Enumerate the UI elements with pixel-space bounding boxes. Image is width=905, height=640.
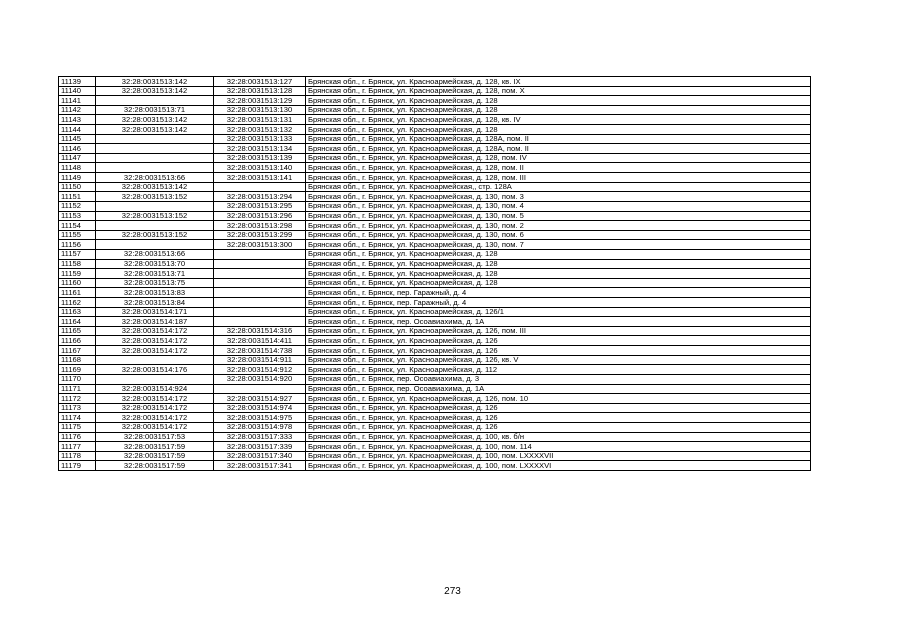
table-row	[59, 336, 811, 346]
parcel-cadastral-number-cell	[96, 221, 214, 231]
parcel-cadastral-number-cell: 32:28:0031517:59	[96, 451, 214, 461]
parcel-cadastral-number-cell: 32:28:0031514:172	[96, 326, 214, 336]
table-row	[59, 163, 811, 173]
parcel-cadastral-number-cell: 32:28:0031513:66	[96, 249, 214, 259]
parcel-cadastral-number-cell	[96, 201, 214, 211]
row-number-cell: 11152	[59, 201, 96, 211]
table-row	[59, 317, 811, 327]
row-number-cell: 11160	[59, 278, 96, 288]
row-number-cell: 11171	[59, 384, 96, 394]
row-number-cell: 11145	[59, 134, 96, 144]
row-number-cell: 11163	[59, 307, 96, 317]
parcel-cadastral-number-cell: 32:28:0031513:70	[96, 259, 214, 269]
object-cadastral-number-cell: 32:28:0031513:300	[214, 240, 306, 250]
object-cadastral-number-cell	[214, 249, 306, 259]
parcel-cadastral-number-cell	[96, 163, 214, 173]
object-cadastral-number-cell: 32:28:0031513:132	[214, 125, 306, 135]
row-number-cell: 11148	[59, 163, 96, 173]
table-row	[59, 221, 811, 231]
row-number-cell: 11143	[59, 115, 96, 125]
object-cadastral-number-cell: 32:28:0031514:927	[214, 394, 306, 404]
object-cadastral-number-cell: 32:28:0031513:139	[214, 153, 306, 163]
object-cadastral-number-cell: 32:28:0031517:341	[214, 461, 306, 471]
address-cell: Брянская обл., г. Брянск, пер. Гаражный, д. 4	[306, 288, 811, 298]
parcel-cadastral-number-cell: 32:28:0031514:172	[96, 346, 214, 356]
table-row	[59, 77, 811, 87]
object-cadastral-number-cell: 32:28:0031517:340	[214, 451, 306, 461]
parcel-cadastral-number-cell: 32:28:0031517:59	[96, 442, 214, 452]
parcel-cadastral-number-cell	[96, 153, 214, 163]
row-number-cell: 11161	[59, 288, 96, 298]
table-row	[59, 115, 811, 125]
row-number-cell: 11170	[59, 374, 96, 384]
address-cell: Брянская обл., г. Брянск, пер. Осоавиахима, д. 1А	[306, 384, 811, 394]
object-cadastral-number-cell: 32:28:0031514:975	[214, 413, 306, 423]
table-row	[59, 442, 811, 452]
address-cell: Брянская обл., г. Брянск, ул. Красноармейская, д. 100, пом. LXXXXVI	[306, 461, 811, 471]
object-cadastral-number-cell: 32:28:0031513:128	[214, 86, 306, 96]
table-row	[59, 278, 811, 288]
address-cell: Брянская обл., г. Брянск, пер. Гаражный, д. 4	[306, 298, 811, 308]
address-cell: Брянская обл., г. Брянск, ул. Красноармейская,, стр. 128А	[306, 182, 811, 192]
table-row	[59, 86, 811, 96]
row-number-cell: 11165	[59, 326, 96, 336]
parcel-cadastral-number-cell: 32:28:0031514:176	[96, 365, 214, 375]
address-cell: Брянская обл., г. Брянск, ул. Красноармейская, д. 100, пом. 114	[306, 442, 811, 452]
address-cell: Брянская обл., г. Брянск, ул. Красноармейская, д. 128, кв. IV	[306, 115, 811, 125]
table-row	[59, 249, 811, 259]
address-cell: Брянская обл., г. Брянск, ул. Красноармейская, д. 128, кв. IX	[306, 77, 811, 87]
parcel-cadastral-number-cell: 32:28:0031513:152	[96, 230, 214, 240]
address-cell: Брянская обл., г. Брянск, ул. Красноармейская, д. 128А, пом. II	[306, 134, 811, 144]
object-cadastral-number-cell: 32:28:0031513:131	[214, 115, 306, 125]
address-cell: Брянская обл., г. Брянск, ул. Красноармейская, д. 128	[306, 96, 811, 106]
row-number-cell: 11140	[59, 86, 96, 96]
table-row	[59, 134, 811, 144]
table-row	[59, 298, 811, 308]
address-cell: Брянская обл., г. Брянск, пер. Осоавиахима, д. 3	[306, 374, 811, 384]
table-row	[59, 394, 811, 404]
table-row	[59, 96, 811, 106]
table-row	[59, 269, 811, 279]
row-number-cell: 11168	[59, 355, 96, 365]
parcel-cadastral-number-cell: 32:28:0031514:172	[96, 394, 214, 404]
parcel-cadastral-number-cell: 32:28:0031513:142	[96, 115, 214, 125]
address-cell: Брянская обл., г. Брянск, ул. Красноармейская, д. 128, пом. III	[306, 173, 811, 183]
address-cell: Брянская обл., г. Брянск, ул. Красноармейская, д. 130, пом. 4	[306, 201, 811, 211]
address-cell: Брянская обл., г. Брянск, ул. Красноармейская, д. 126	[306, 336, 811, 346]
table-row	[59, 307, 811, 317]
address-cell: Брянская обл., г. Брянск, ул. Красноармейская, д. 126, пом. 10	[306, 394, 811, 404]
object-cadastral-number-cell	[214, 307, 306, 317]
object-cadastral-number-cell	[214, 269, 306, 279]
table-row	[59, 240, 811, 250]
address-cell: Брянская обл., г. Брянск, ул. Красноармейская, д. 128	[306, 259, 811, 269]
address-cell: Брянская обл., г. Брянск, пер. Осоавиахима, д. 1А	[306, 317, 811, 327]
address-cell: Брянская обл., г. Брянск, ул. Красноармейская, д. 128	[306, 249, 811, 259]
parcel-cadastral-number-cell: 32:28:0031513:152	[96, 192, 214, 202]
table-row	[59, 105, 811, 115]
row-number-cell: 11139	[59, 77, 96, 87]
row-number-cell: 11141	[59, 96, 96, 106]
object-cadastral-number-cell	[214, 182, 306, 192]
table-row	[59, 422, 811, 432]
row-number-cell: 11177	[59, 442, 96, 452]
parcel-cadastral-number-cell	[96, 134, 214, 144]
parcel-cadastral-number-cell: 32:28:0031514:187	[96, 317, 214, 327]
parcel-cadastral-number-cell: 32:28:0031514:924	[96, 384, 214, 394]
address-cell: Брянская обл., г. Брянск, ул. Красноармейская, д. 130, пом. 5	[306, 211, 811, 221]
object-cadastral-number-cell	[214, 288, 306, 298]
address-cell: Брянская обл., г. Брянск, ул. Красноармейская, д. 100, кв. б/н	[306, 432, 811, 442]
parcel-cadastral-number-cell: 32:28:0031513:83	[96, 288, 214, 298]
address-cell: Брянская обл., г. Брянск, ул. Красноармейская, д. 126	[306, 413, 811, 423]
parcel-cadastral-number-cell	[96, 374, 214, 384]
object-cadastral-number-cell: 32:28:0031514:912	[214, 365, 306, 375]
row-number-cell: 11156	[59, 240, 96, 250]
parcel-cadastral-number-cell	[96, 144, 214, 154]
object-cadastral-number-cell	[214, 384, 306, 394]
address-cell: Брянская обл., г. Брянск, ул. Красноармейская, д. 112	[306, 365, 811, 375]
object-cadastral-number-cell: 32:28:0031514:738	[214, 346, 306, 356]
address-cell: Брянская обл., г. Брянск, ул. Красноармейская, д. 128	[306, 105, 811, 115]
row-number-cell: 11167	[59, 346, 96, 356]
table-row	[59, 288, 811, 298]
registry-table-body	[59, 77, 811, 471]
table-row	[59, 374, 811, 384]
address-cell: Брянская обл., г. Брянск, ул. Красноармейская, д. 128	[306, 125, 811, 135]
table-row	[59, 432, 811, 442]
address-cell: Брянская обл., г. Брянск, ул. Красноармейская, д. 126, пом. III	[306, 326, 811, 336]
address-cell: Брянская обл., г. Брянск, ул. Красноармейская, д. 126	[306, 346, 811, 356]
address-cell: Брянская обл., г. Брянск, ул. Красноармейская, д. 100, пом. LXXXXVII	[306, 451, 811, 461]
object-cadastral-number-cell	[214, 298, 306, 308]
row-number-cell: 11158	[59, 259, 96, 269]
parcel-cadastral-number-cell	[96, 240, 214, 250]
table-row	[59, 211, 811, 221]
table-row	[59, 230, 811, 240]
row-number-cell: 11166	[59, 336, 96, 346]
row-number-cell: 11178	[59, 451, 96, 461]
table-row	[59, 144, 811, 154]
parcel-cadastral-number-cell: 32:28:0031513:66	[96, 173, 214, 183]
row-number-cell: 11162	[59, 298, 96, 308]
row-number-cell: 11153	[59, 211, 96, 221]
table-row	[59, 153, 811, 163]
table-row	[59, 173, 811, 183]
address-cell: Брянская обл., г. Брянск, ул. Красноармейская, д. 130, пом. 7	[306, 240, 811, 250]
table-row	[59, 259, 811, 269]
row-number-cell: 11150	[59, 182, 96, 192]
address-cell: Брянская обл., г. Брянск, ул. Красноармейская, д. 126/1	[306, 307, 811, 317]
row-number-cell: 11172	[59, 394, 96, 404]
row-number-cell: 11155	[59, 230, 96, 240]
parcel-cadastral-number-cell	[96, 355, 214, 365]
row-number-cell: 11151	[59, 192, 96, 202]
table-row	[59, 192, 811, 202]
table-row	[59, 365, 811, 375]
table-row	[59, 384, 811, 394]
table-row	[59, 451, 811, 461]
address-cell: Брянская обл., г. Брянск, ул. Красноармейская, д. 128, пом. II	[306, 163, 811, 173]
object-cadastral-number-cell: 32:28:0031514:411	[214, 336, 306, 346]
row-number-cell: 11176	[59, 432, 96, 442]
object-cadastral-number-cell: 32:28:0031514:974	[214, 403, 306, 413]
parcel-cadastral-number-cell: 32:28:0031513:71	[96, 105, 214, 115]
row-number-cell: 11149	[59, 173, 96, 183]
table-row	[59, 201, 811, 211]
table-row	[59, 403, 811, 413]
row-number-cell: 11142	[59, 105, 96, 115]
address-cell: Брянская обл., г. Брянск, ул. Красноармейская, д. 126	[306, 422, 811, 432]
object-cadastral-number-cell: 32:28:0031513:129	[214, 96, 306, 106]
address-cell: Брянская обл., г. Брянск, ул. Красноармейская, д. 128, пом. IV	[306, 153, 811, 163]
parcel-cadastral-number-cell: 32:28:0031514:172	[96, 413, 214, 423]
address-cell: Брянская обл., г. Брянск, ул. Красноармейская, д. 128	[306, 278, 811, 288]
row-number-cell: 11154	[59, 221, 96, 231]
parcel-cadastral-number-cell	[96, 96, 214, 106]
row-number-cell: 11144	[59, 125, 96, 135]
object-cadastral-number-cell: 32:28:0031513:295	[214, 201, 306, 211]
object-cadastral-number-cell: 32:28:0031513:299	[214, 230, 306, 240]
parcel-cadastral-number-cell: 32:28:0031513:142	[96, 125, 214, 135]
cadastral-registry-table	[58, 76, 811, 471]
table-row	[59, 125, 811, 135]
object-cadastral-number-cell: 32:28:0031514:911	[214, 355, 306, 365]
object-cadastral-number-cell: 32:28:0031513:130	[214, 105, 306, 115]
parcel-cadastral-number-cell: 32:28:0031517:53	[96, 432, 214, 442]
address-cell: Брянская обл., г. Брянск, ул. Красноармейская, д. 126, кв. V	[306, 355, 811, 365]
object-cadastral-number-cell: 32:28:0031513:134	[214, 144, 306, 154]
object-cadastral-number-cell: 32:28:0031514:920	[214, 374, 306, 384]
object-cadastral-number-cell: 32:28:0031517:333	[214, 432, 306, 442]
address-cell: Брянская обл., г. Брянск, ул. Красноармейская, д. 128А, пом. II	[306, 144, 811, 154]
parcel-cadastral-number-cell: 32:28:0031513:142	[96, 182, 214, 192]
address-cell: Брянская обл., г. Брянск, ул. Красноармейская, д. 130, пом. 2	[306, 221, 811, 231]
table-row	[59, 413, 811, 423]
address-cell: Брянская обл., г. Брянск, ул. Красноармейская, д. 126	[306, 403, 811, 413]
parcel-cadastral-number-cell: 32:28:0031513:75	[96, 278, 214, 288]
parcel-cadastral-number-cell: 32:28:0031517:59	[96, 461, 214, 471]
parcel-cadastral-number-cell: 32:28:0031513:142	[96, 77, 214, 87]
object-cadastral-number-cell: 32:28:0031514:978	[214, 422, 306, 432]
object-cadastral-number-cell: 32:28:0031513:140	[214, 163, 306, 173]
object-cadastral-number-cell: 32:28:0031513:294	[214, 192, 306, 202]
row-number-cell: 11164	[59, 317, 96, 327]
table-row	[59, 461, 811, 471]
parcel-cadastral-number-cell: 32:28:0031513:84	[96, 298, 214, 308]
row-number-cell: 11147	[59, 153, 96, 163]
object-cadastral-number-cell	[214, 259, 306, 269]
object-cadastral-number-cell	[214, 317, 306, 327]
row-number-cell: 11173	[59, 403, 96, 413]
parcel-cadastral-number-cell: 32:28:0031513:152	[96, 211, 214, 221]
row-number-cell: 11175	[59, 422, 96, 432]
row-number-cell: 11157	[59, 249, 96, 259]
table-row	[59, 355, 811, 365]
row-number-cell: 11146	[59, 144, 96, 154]
object-cadastral-number-cell: 32:28:0031513:133	[214, 134, 306, 144]
table-row	[59, 326, 811, 336]
row-number-cell: 11174	[59, 413, 96, 423]
address-cell: Брянская обл., г. Брянск, ул. Красноармейская, д. 130, пом. 3	[306, 192, 811, 202]
row-number-cell: 11179	[59, 461, 96, 471]
object-cadastral-number-cell: 32:28:0031514:316	[214, 326, 306, 336]
parcel-cadastral-number-cell: 32:28:0031514:172	[96, 403, 214, 413]
object-cadastral-number-cell: 32:28:0031513:127	[214, 77, 306, 87]
object-cadastral-number-cell: 32:28:0031517:339	[214, 442, 306, 452]
parcel-cadastral-number-cell: 32:28:0031514:172	[96, 336, 214, 346]
row-number-cell: 11159	[59, 269, 96, 279]
object-cadastral-number-cell: 32:28:0031513:141	[214, 173, 306, 183]
object-cadastral-number-cell	[214, 278, 306, 288]
object-cadastral-number-cell: 32:28:0031513:298	[214, 221, 306, 231]
parcel-cadastral-number-cell: 32:28:0031513:142	[96, 86, 214, 96]
parcel-cadastral-number-cell: 32:28:0031514:172	[96, 422, 214, 432]
parcel-cadastral-number-cell: 32:28:0031514:171	[96, 307, 214, 317]
parcel-cadastral-number-cell: 32:28:0031513:71	[96, 269, 214, 279]
object-cadastral-number-cell: 32:28:0031513:296	[214, 211, 306, 221]
table-row	[59, 346, 811, 356]
row-number-cell: 11169	[59, 365, 96, 375]
address-cell: Брянская обл., г. Брянск, ул. Красноармейская, д. 130, пом. 6	[306, 230, 811, 240]
table-row	[59, 182, 811, 192]
address-cell: Брянская обл., г. Брянск, ул. Красноармейская, д. 128, пом. X	[306, 86, 811, 96]
address-cell: Брянская обл., г. Брянск, ул. Красноармейская, д. 128	[306, 269, 811, 279]
page-number: 273	[444, 586, 461, 597]
